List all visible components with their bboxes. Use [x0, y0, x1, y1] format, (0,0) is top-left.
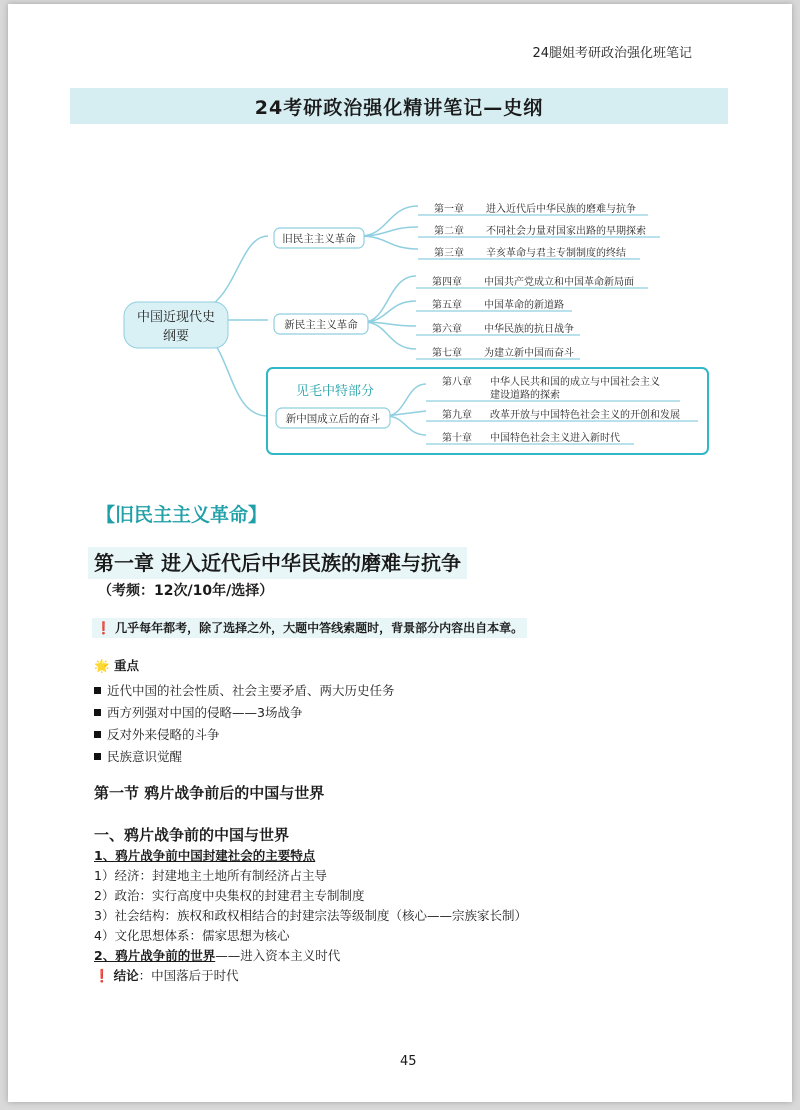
key-point-text: 民族意识觉醒 [107, 749, 183, 764]
subheading-2: 2、鸦片战争前的世界 [94, 948, 216, 963]
leaf-c7-num: 第七章 [432, 348, 462, 359]
list-item: 1）经济：封建地主土地所有制经济占主导 [94, 868, 327, 883]
leaf-c8-title2: 建设道路的探索 [490, 390, 560, 401]
conclusion-text: ：中国落后于时代 [138, 968, 239, 983]
subheading-1: 1、鸦片战争前中国封建社会的主要特点 [94, 848, 316, 863]
key-point-text: 近代中国的社会性质、社会主要矛盾、两大历史任务 [107, 683, 395, 698]
mindmap-root-line2: 纲要 [162, 329, 190, 344]
leaf-c8-num: 第八章 [442, 377, 472, 388]
section-1-title: 第一节 鸦片战争前后的中国与世界 [94, 784, 325, 802]
chapter-frequency: （考频：12次/10年/选择） [98, 583, 274, 599]
mindmap-note: 见毛中特部分 [296, 384, 375, 399]
link-b2-c4 [364, 276, 416, 322]
leaf-c10-title: 中国特色社会主义进入新时代 [490, 433, 620, 444]
link-b2-c5 [364, 301, 416, 322]
mindmap-branch-2-label: 新民主主义革命 [284, 319, 358, 331]
chapter-note-text: 几乎每年都考，除了选择之外，大题中答线索题时，背景部分内容出自本章。 [115, 621, 524, 635]
chapter-title: 第一章 进入近代后中华民族的磨难与抗争 [88, 547, 467, 579]
header-title: 24腿姐考研政治强化班笔记 [532, 46, 692, 61]
subheading-2-row [94, 946, 340, 964]
page-number: 45 [400, 1054, 417, 1069]
key-point-text: 反对外来侵略的斗争 [107, 727, 220, 742]
key-points-label: 重点 [113, 658, 139, 673]
leaf-c4-num: 第四章 [432, 277, 462, 288]
mindmap-branch-3-label: 新中国成立后的奋斗 [285, 413, 381, 425]
leaf-c6-num: 第六章 [432, 324, 462, 335]
key-points-heading [94, 656, 139, 674]
mindmap [8, 4, 792, 474]
bullet-square-icon [94, 687, 101, 694]
link-b3-c9 [386, 411, 426, 416]
leaf-c1-num: 第一章 [434, 204, 464, 215]
star-icon: 🌟 [94, 658, 110, 673]
document-page [8, 4, 792, 1102]
leaf-c9-num: 第九章 [442, 410, 472, 421]
leaf-c6-title: 中华民族的抗日战争 [484, 324, 574, 335]
subheading-2-rest: ——进入资本主义时代 [215, 948, 341, 963]
mindmap-branch-1-label: 旧民主主义革命 [282, 233, 356, 245]
leaf-c4-title: 中国共产党成立和中国革命新局面 [484, 277, 634, 288]
key-point-item [94, 747, 182, 765]
mindmap-root-line1: 中国近现代史 [136, 310, 216, 325]
bullet-square-icon [94, 753, 101, 760]
leaf-c5-num: 第五章 [432, 300, 462, 311]
key-point-item [94, 681, 395, 699]
list-item: 4）文化思想体系：儒家思想为核心 [94, 928, 290, 943]
bullet-square-icon [94, 709, 101, 716]
part-one-title: 一、鸦片战争前的中国与世界 [94, 826, 290, 844]
chapter-note [92, 618, 527, 638]
link-root-branch1 [213, 236, 268, 304]
leaf-c3-title: 辛亥革命与君主专制制度的终结 [486, 248, 626, 259]
link-b1-c3 [360, 236, 418, 249]
key-point-item [94, 725, 220, 743]
leaf-c1-title: 进入近代后中华民族的磨难与抗争 [486, 204, 636, 215]
leaf-c9-title: 改革开放与中国特色社会主义的开创和发展 [490, 410, 680, 421]
key-point-text: 西方列强对中国的侵略——3场战争 [107, 705, 303, 720]
bullet-square-icon [94, 731, 101, 738]
leaf-c7-title: 为建立新中国而奋斗 [484, 348, 574, 359]
leaf-c3-num: 第三章 [434, 248, 464, 259]
leaf-c5-title: 中国革命的新道路 [484, 300, 564, 311]
exclamation-icon: ❗ [94, 968, 110, 983]
leaf-c10-num: 第十章 [442, 433, 472, 444]
section-heading: 【旧民主主义革命】 [96, 504, 268, 526]
key-point-item [94, 703, 302, 721]
link-b3-c10 [386, 416, 426, 435]
conclusion-label: 结论 [113, 968, 139, 983]
leaf-c2-title: 不同社会力量对国家出路的早期探索 [486, 226, 646, 237]
list-item: 2）政治：实行高度中央集权的封建君主专制制度 [94, 888, 365, 903]
conclusion-row [94, 966, 239, 984]
list-item: 3）社会结构：族权和政权相结合的封建宗法等级制度（核心——宗族家长制） [94, 908, 527, 923]
exclamation-icon: ❗ [96, 621, 111, 635]
leaf-c2-num: 第二章 [434, 226, 464, 237]
title-band: 24考研政治强化精讲笔记—史纲 [70, 88, 728, 124]
leaf-c8-title: 中华人民共和国的成立与中国社会主义 [490, 377, 660, 388]
